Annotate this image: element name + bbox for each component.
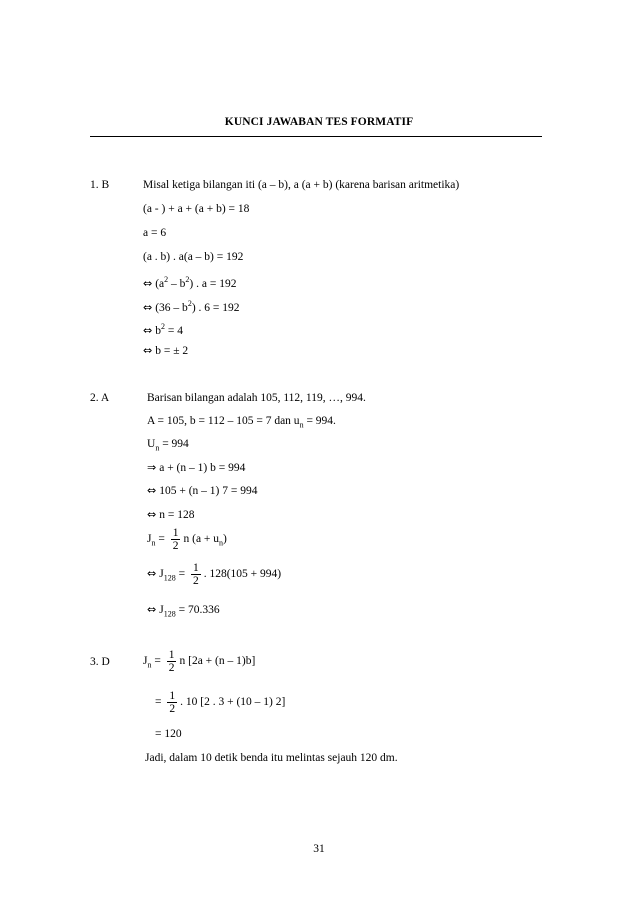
equivalence-arrow-icon: ⇔ xyxy=(143,276,153,290)
equivalence-arrow-icon: ⇔ xyxy=(147,603,157,616)
answer-2-line-8: ⇔ $J_{128}$ = $\frac{1}{2}$ . 128(105 + 994) xyxy=(147,562,282,587)
fraction: $\frac{1}{2}$ xyxy=(169,690,176,715)
answer-3-line-1: $J_n$ = $\frac{1}{2}$ n [2a + (n – 1)b] xyxy=(143,649,256,674)
equivalence-arrow-icon: ⇔ xyxy=(143,323,153,337)
equivalence-arrow-icon: ⇔ xyxy=(147,567,157,581)
answer-1-line-6: ⇔ $(36 - b^2)$ . 6 = 192 xyxy=(143,299,240,314)
fraction: $\frac{1}{2}$ xyxy=(192,562,199,587)
answer-3-line-4: Jadi, dalam 10 detik benda itu melintas sejauh 120 dm. xyxy=(145,752,398,764)
answer-2-line-2: A = 105, b = 112 – 105 = 7 dan $u_n = 994$. xyxy=(147,415,336,430)
answer-2-line-7: $J_n$ = $\frac{1}{2}$ n $(a + u_n)$ xyxy=(147,527,227,552)
fraction: $\frac{1}{2}$ xyxy=(172,527,179,552)
answer-3-line-2: = $\frac{1}{2}$ . 10 [2 . 3 + (10 – 1) 2] xyxy=(155,690,286,715)
title-rule xyxy=(90,136,542,137)
answer-2-line-9: ⇔ $J_{128} = 70.336$ xyxy=(147,603,220,619)
equivalence-arrow-icon: ⇔ xyxy=(147,484,157,497)
answer-2-line-6: ⇔ n = 128 xyxy=(147,508,195,521)
answer-1-line-8: ⇔ b = ± 2 xyxy=(143,344,189,357)
answer-1-line-2: (a - ) + a + (a + b) = 18 xyxy=(143,203,250,215)
answer-2-line-5: ⇔ 105 + (n – 1) 7 = 994 xyxy=(147,484,258,497)
answer-2-label: 2. A xyxy=(90,392,110,404)
answer-3-line-3: = 120 xyxy=(155,728,182,740)
answer-1-line-4: (a . b) . a(a – b) = 192 xyxy=(143,251,244,263)
answer-2-line-4: ⇒ a + (n – 1) b = 994 xyxy=(147,461,246,474)
answer-2-line-3: $U_n = 994$ xyxy=(147,438,189,453)
answer-1-line-1: Misal ketiga bilangan iti (a – b), a (a + b) (karena barisan aritmetika) xyxy=(143,179,460,191)
answer-2-line-1: Barisan bilangan adalah 105, 112, 119, …, 994. xyxy=(147,392,366,404)
page-number: 31 xyxy=(313,843,325,855)
equivalence-arrow-icon: ⇔ xyxy=(143,300,153,314)
answer-3-label: 3. D xyxy=(90,656,110,668)
answer-1-label: 1. B xyxy=(90,179,110,191)
equivalence-arrow-icon: ⇔ xyxy=(147,508,157,521)
page-title: KUNCI JAWABAN TES FORMATIF xyxy=(224,116,414,128)
answer-1-line-5: ⇔ $(a^2 - b^2)$ . a = 192 xyxy=(143,275,237,290)
equivalence-arrow-icon: ⇔ xyxy=(143,344,153,357)
answer-1-line-7: ⇔ $b^2 = 4$ xyxy=(143,322,183,337)
answer-1-line-3: a = 6 xyxy=(143,227,167,239)
fraction: $\frac{1}{2}$ xyxy=(168,649,175,674)
implies-arrow-icon: ⇒ xyxy=(147,461,157,474)
